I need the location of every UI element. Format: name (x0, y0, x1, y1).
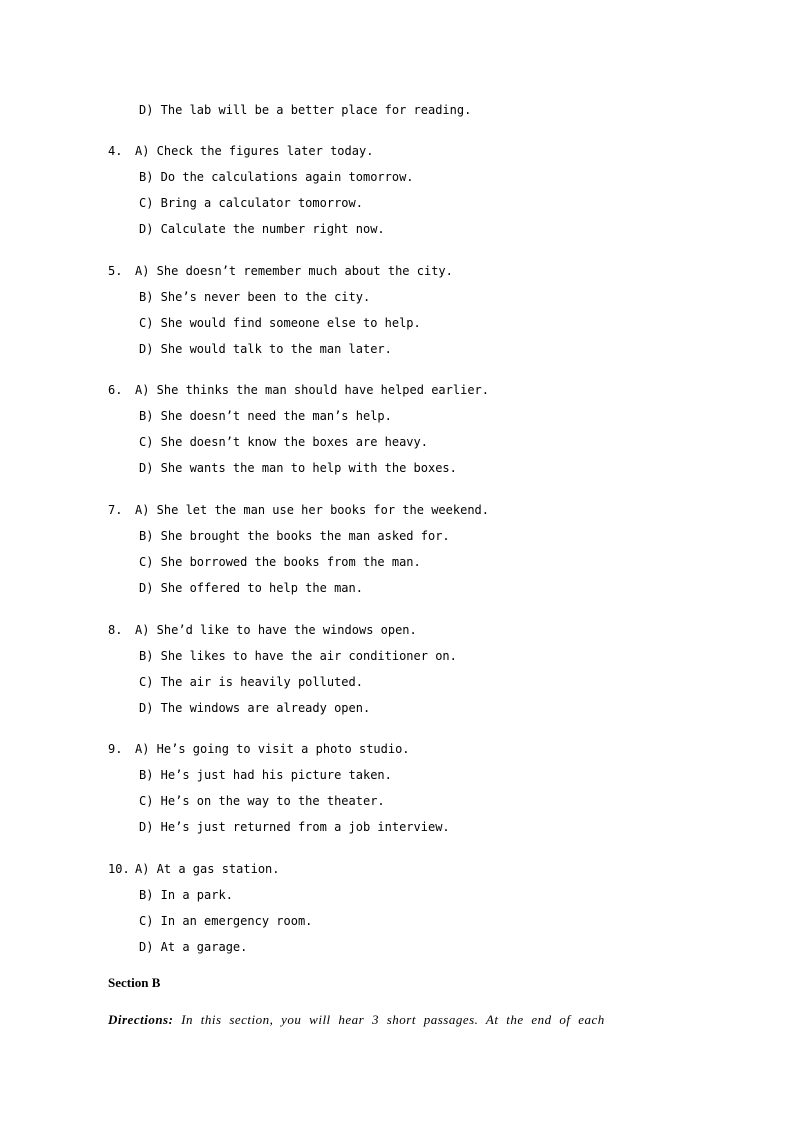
option-b: B) She likes to have the air conditioner on. (139, 649, 457, 663)
option-d: D) She wants the man to help with the boxes. (139, 461, 457, 475)
option-d: D) Calculate the number right now. (139, 222, 385, 236)
option-b: B) Do the calculations again tomorrow. (139, 170, 414, 184)
option-a: A) Check the figures later today. (135, 144, 374, 158)
option-d: D) At a garage. (139, 940, 248, 954)
question-number: 8. (108, 623, 123, 637)
option-b: B) She brought the books the man asked for. (139, 529, 450, 543)
option-c: C) She would find someone else to help. (139, 316, 421, 330)
directions-paragraph (108, 1012, 688, 1028)
option-b: B) He’s just had his picture taken. (139, 768, 392, 782)
directions-label: Directions: (108, 1012, 174, 1027)
section-heading: Section B (108, 975, 161, 990)
option-d: D) She offered to help the man. (139, 581, 363, 595)
option-c: C) Bring a calculator tomorrow. (139, 196, 363, 210)
question-number: 7. (108, 503, 123, 517)
option-a: A) She’d like to have the windows open. (135, 623, 417, 637)
option-a: A) He’s going to visit a photo studio. (135, 742, 410, 756)
option-c: C) She borrowed the books from the man. (139, 555, 421, 569)
question-number: 5. (108, 264, 123, 278)
option-a: A) She thinks the man should have helped earlier. (135, 383, 490, 397)
option-d: D) She would talk to the man later. (139, 342, 392, 356)
question-number: 10. (108, 862, 130, 876)
directions-text: In this section, you will hear 3 short passages. At the end of each (173, 1012, 605, 1027)
question-number: 6. (108, 383, 123, 397)
option-b: B) In a park. (139, 888, 233, 902)
question-number: 9. (108, 742, 123, 756)
option-a: A) She doesn’t remember much about the city. (135, 264, 453, 278)
option-a: A) She let the man use her books for the weekend. (135, 503, 490, 517)
option-c: C) He’s on the way to the theater. (139, 794, 385, 808)
option-c: C) In an emergency room. (139, 914, 313, 928)
option-c: C) She doesn’t know the boxes are heavy. (139, 435, 428, 449)
option-a: A) At a gas station. (135, 862, 280, 876)
option-c: C) The air is heavily polluted. (139, 675, 363, 689)
option-d: D) He’s just returned from a job interview. (139, 820, 450, 834)
option-d: D) The windows are already open. (139, 701, 371, 715)
question-number: 4. (108, 144, 123, 158)
option-b: B) She doesn’t need the man’s help. (139, 409, 392, 423)
q3-option-d: D) The lab will be a better place for reading. (139, 103, 472, 117)
option-b: B) She’s never been to the city. (139, 290, 371, 304)
